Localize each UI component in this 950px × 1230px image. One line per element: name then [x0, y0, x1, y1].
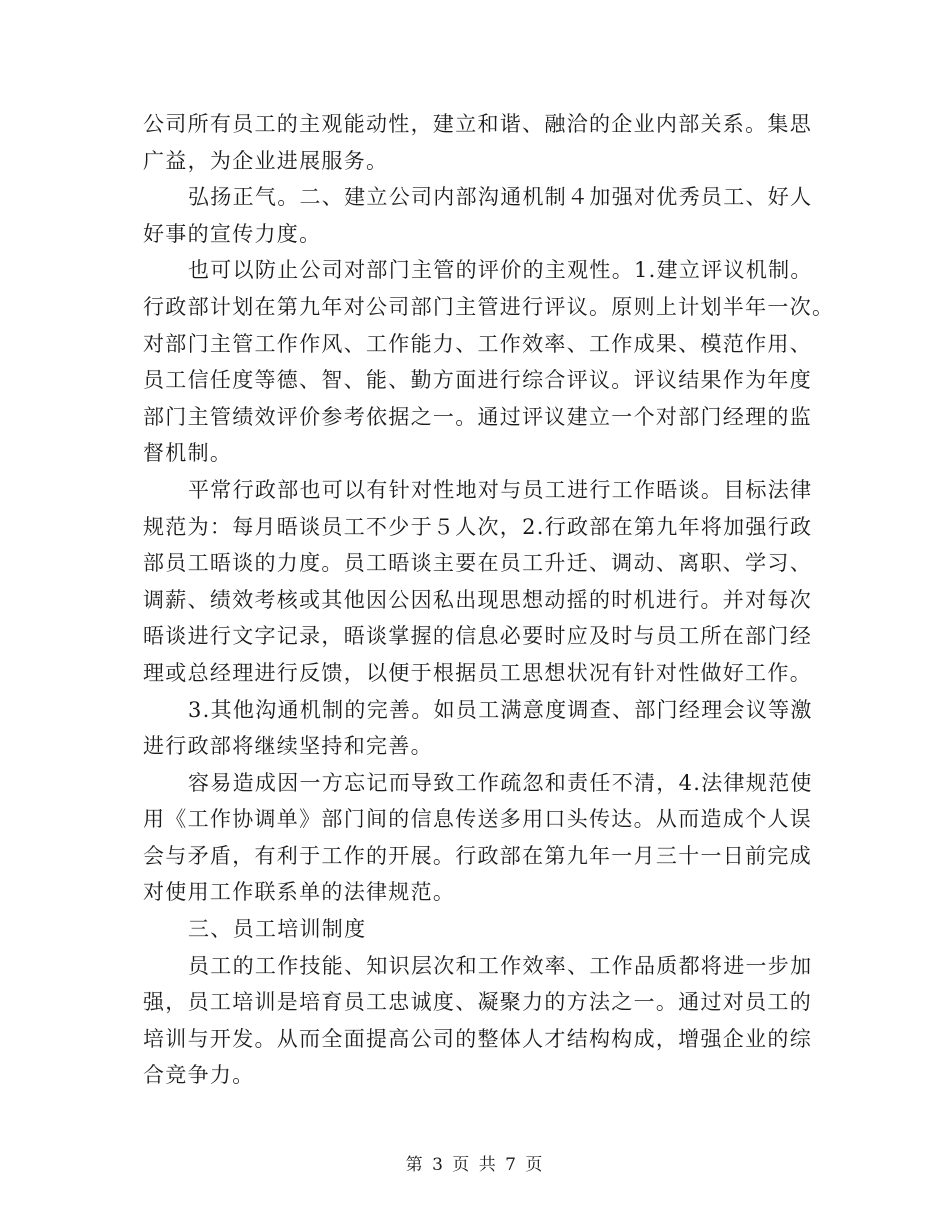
text-line: 容易造成因一方忘记而导致工作疏忽和责任不清，4.法律规范使: [188, 770, 813, 795]
text-line: 公司所有员工的主观能动性，建立和谐、融洽的企业内部关系。集思: [143, 112, 812, 136]
text-line: 三、员工培训制度: [188, 917, 367, 942]
text-line: 督机制。: [143, 441, 233, 466]
text-line: 强，员工培训是培育员工忠诚度、凝聚力的方法之一。通过对员工的: [143, 990, 812, 1015]
text-line: 3.其他沟通机制的完善。如员工满意度调查、部门经理会议等激: [188, 697, 813, 722]
text-line: 会与矛盾，有利于工作的开展。行政部在第九年一月三十一日前完成: [143, 843, 812, 868]
text-line: 培训与开发。从而全面提高公司的整体人才结构构成，增强企业的综: [143, 1026, 812, 1051]
text-line: 对使用工作联系单的法律规范。: [143, 880, 456, 905]
text-line: 部员工晤谈的力度。员工晤谈主要在员工升迁、调动、离职、学习、: [143, 551, 812, 576]
text-line: 晤谈进行文字记录，晤谈掌握的信息必要时应及时与员工所在部门经: [143, 624, 812, 649]
text-line: 对部门主管工作作风、工作能力、工作效率、工作成果、模范作用、: [143, 331, 812, 356]
text-line: 平常行政部也可以有针对性地对与员工进行工作晤谈。目标法律: [188, 477, 813, 502]
text-line: 用《工作协调单》部门间的信息传送多用口头传达。从而造成个人误: [143, 807, 812, 832]
text-line: 部门主管绩效评价参考依据之一。通过评议建立一个对部门经理的监: [143, 404, 812, 429]
text-line: 广益，为企业进展服务。: [143, 148, 389, 173]
text-line: 员工的工作技能、知识层次和工作效率、工作品质都将进一步加: [188, 953, 813, 978]
text-line: 行政部计划在第九年对公司部门主管进行评议。原则上计划半年一次。: [143, 294, 835, 319]
text-line: 规范为：每月晤谈员工不少于５人次，2.行政部在第九年将加强行政: [143, 514, 813, 539]
text-line: 调薪、绩效考核或其他因公因私出现思想动摇的时机进行。并对每次: [143, 587, 812, 612]
text-line: 理或总经理进行反馈，以便于根据员工思想状况有针对性做好工作。: [143, 660, 812, 685]
text-line: 好事的宣传力度。: [143, 221, 322, 246]
page-number-footer: 第 3 页 共 7 页: [405, 1155, 545, 1175]
text-line: 也可以防止公司对部门主管的评价的主观性。1.建立评议机制。: [188, 258, 813, 283]
document-body: [143, 106, 835, 1094]
text-line: 员工信任度等德、智、能、勤方面进行综合评议。评议结果作为年度: [143, 368, 812, 393]
text-line: 弘扬正气。二、建立公司内部沟通机制４加强对优秀员工、好人: [188, 185, 813, 210]
text-line: 进行政部将继续坚持和完善。: [143, 734, 433, 759]
text-line: 合竞争力。: [143, 1063, 255, 1088]
